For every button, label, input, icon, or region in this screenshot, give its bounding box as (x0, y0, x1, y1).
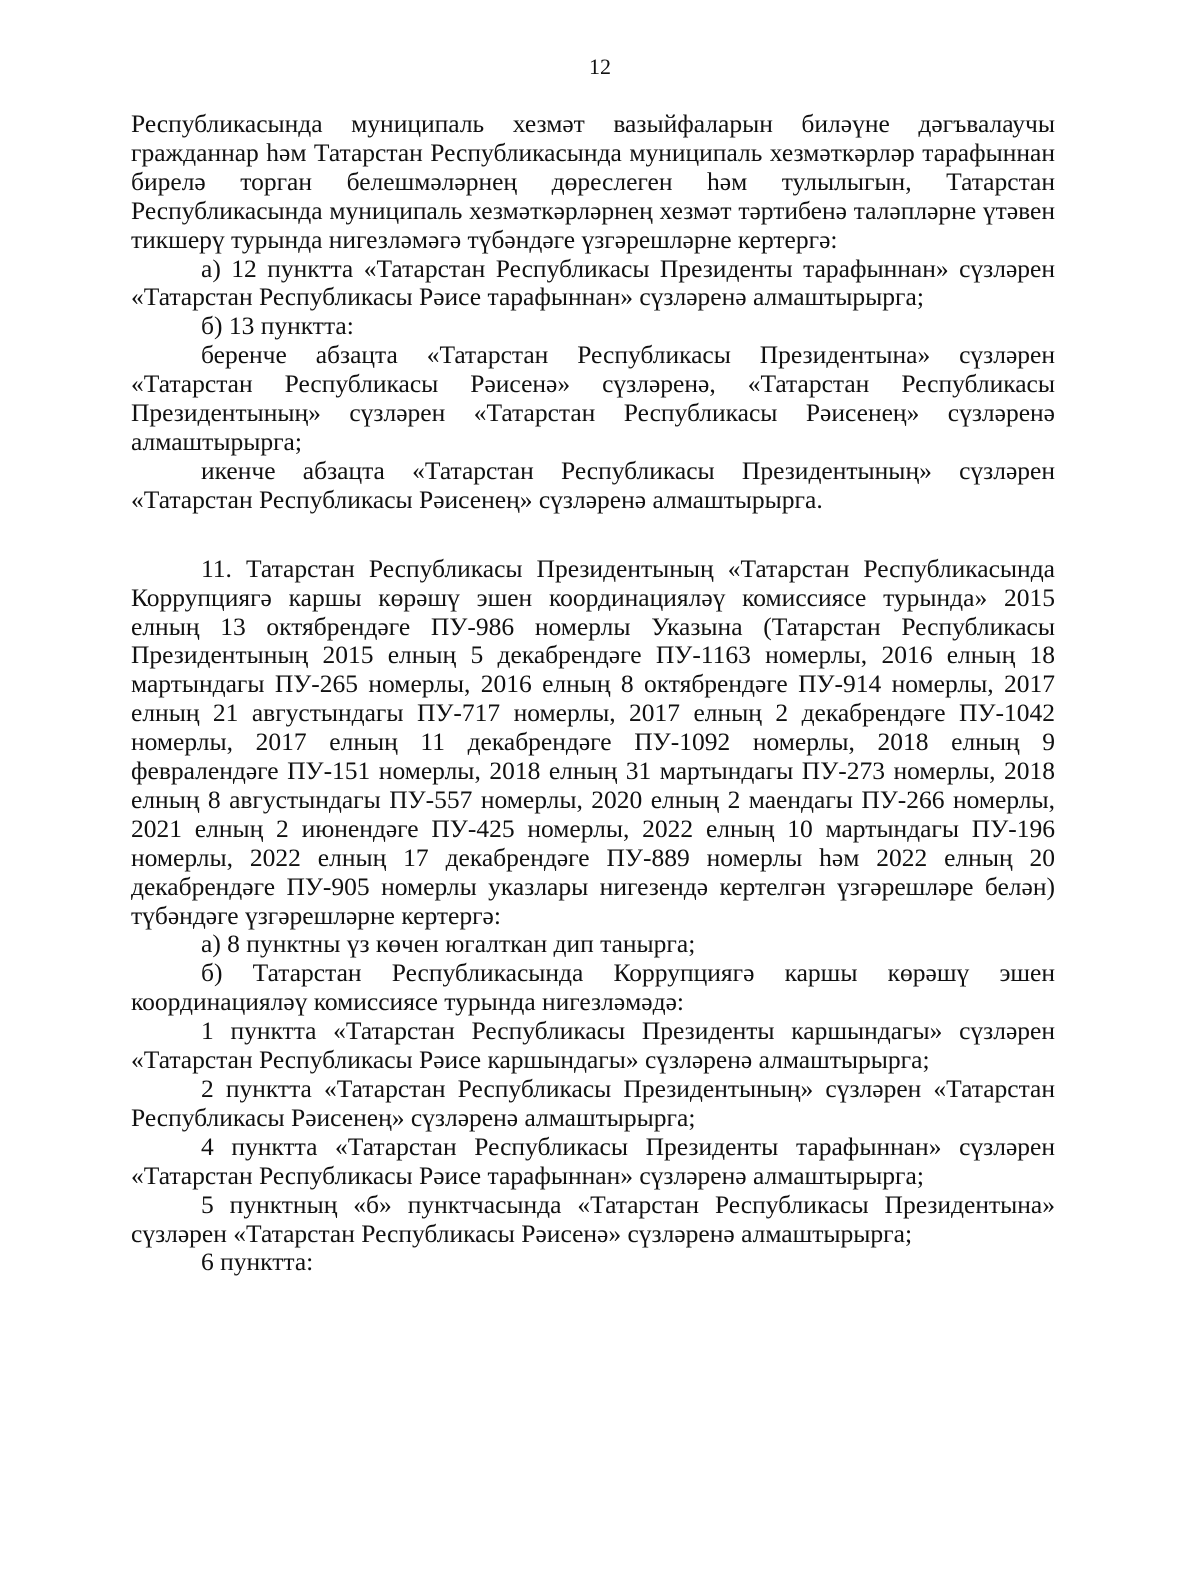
paragraph: 2 пунктта «Татарстан Республикасы Президентының» сүзләрен «Татарстан Республикасы Рәисенең» сүзләренә алмаштырырга; (131, 1074, 1055, 1132)
section-paragraph: 11. Татарстан Республикасы Президентының «Татарстан Республикасында Коррупциягә каршы көрәшү эшен координацияләү комиссиясе турында» 2015 елның 13 октябрендәге ПУ-986 номерлы Указына (Татарстан Республикасы Президентының 2015 елның 5 декабрендәге ПУ-1163 номерлы, 2016 елның 18 мартындагы ПУ-265 номерлы, 2016 елның 8 октябрендәге ПУ-914 номерлы, 2017 елның 21 августындагы ПУ-717 номерлы, 2017 елның 2 декабрендәге ПУ-1042 номерлы, 2017 елның 11 декабрендәге ПУ-1092 номерлы, 2018 елның 9 февралендәге ПУ-151 номерлы, 2018 елның 31 мартындагы ПУ-273 номерлы, 2018 елның 8 августындагы ПУ-557 номерлы, 2020 елның 2 маендагы ПУ-266 номерлы, 2021 елның 2 июнендәге ПУ-425 номерлы, 2022 елның 10 мартындагы ПУ-196 номерлы, 2022 елның 17 декабрендәге ПУ-889 номерлы һәм 2022 елның 20 декабрендәге ПУ-905 номерлы указлары нигезендә кертелгән үзгәрешләре белән) түбәндәге үзгәрешләрне кертергә: (131, 553, 1055, 930)
paragraph: б) Татарстан Республикасында Коррупциягә каршы көрәшү эшен координацияләү комиссиясе турында нигезләмәдә: (131, 958, 1055, 1017)
paragraph: б) 13 пунктта: (201, 311, 354, 341)
paragraph: 6 пунктта: (201, 1247, 314, 1277)
paragraph: беренче абзацта «Татарстан Республикасы Президентына» сүзләрен «Татарстан Республикасы Рәисенә» сүзләренә, «Татарстан Республикасы Президентының» сүзләрен «Татарстан Республикасы Рәисенең» сүзләренә алмаштырырга; (131, 340, 1055, 456)
document-body (131, 110, 1055, 1277)
paragraph: 4 пунктта «Татарстан Республикасы Президенты тарафыннан» сүзләрен «Татарстан Республикасы Рәисе тарафыннан» сүзләренә алмаштырырга; (131, 1131, 1055, 1190)
section-gap (131, 515, 1055, 555)
paragraph: 1 пунктта «Татарстан Республикасы Президенты каршындагы» сүзләрен «Татарстан Республикасы Рәисе каршындагы» сүзләренә алмаштырырга; (131, 1016, 1055, 1075)
page-number: 12 (589, 54, 611, 79)
paragraph: а) 8 пунктны үз көчен югалткан дип танырга; (201, 929, 696, 959)
paragraph: а) 12 пунктта «Татарстан Республикасы Президенты тарафыннан» сүзләрен «Татарстан Республикасы Рәисе тарафыннан» сүзләренә алмаштырырга; (131, 253, 1055, 312)
paragraph: 5 пунктның «б» пунктчасында «Татарстан Республикасы Президентына» сүзләрен «Татарстан Республикасы Рәисенә» сүзләренә алмаштырырга; (131, 1189, 1055, 1248)
paragraph: Республикасында муниципаль хезмәт вазыйфаларын биләүне дәгъвалаучы гражданнар һәм Татарстан Республикасында муниципаль хезмәткәрләр тарафыннан бирелә торган белешмәләрнең дөреслеген һәм тулылыгын, Татарстан Республикасында муниципаль хезмәткәрләрнең хезмәт тәртибенә таләпләрне үтәвен тикшерү турында нигезләмәгә түбәндәге үзгәрешләрне кертергә: (131, 109, 1055, 254)
paragraph: икенче абзацта «Татарстан Республикасы Президентының» сүзләрен «Татарстан Республикасы Рәисенең» сүзләренә алмаштырырга. (131, 455, 1055, 514)
